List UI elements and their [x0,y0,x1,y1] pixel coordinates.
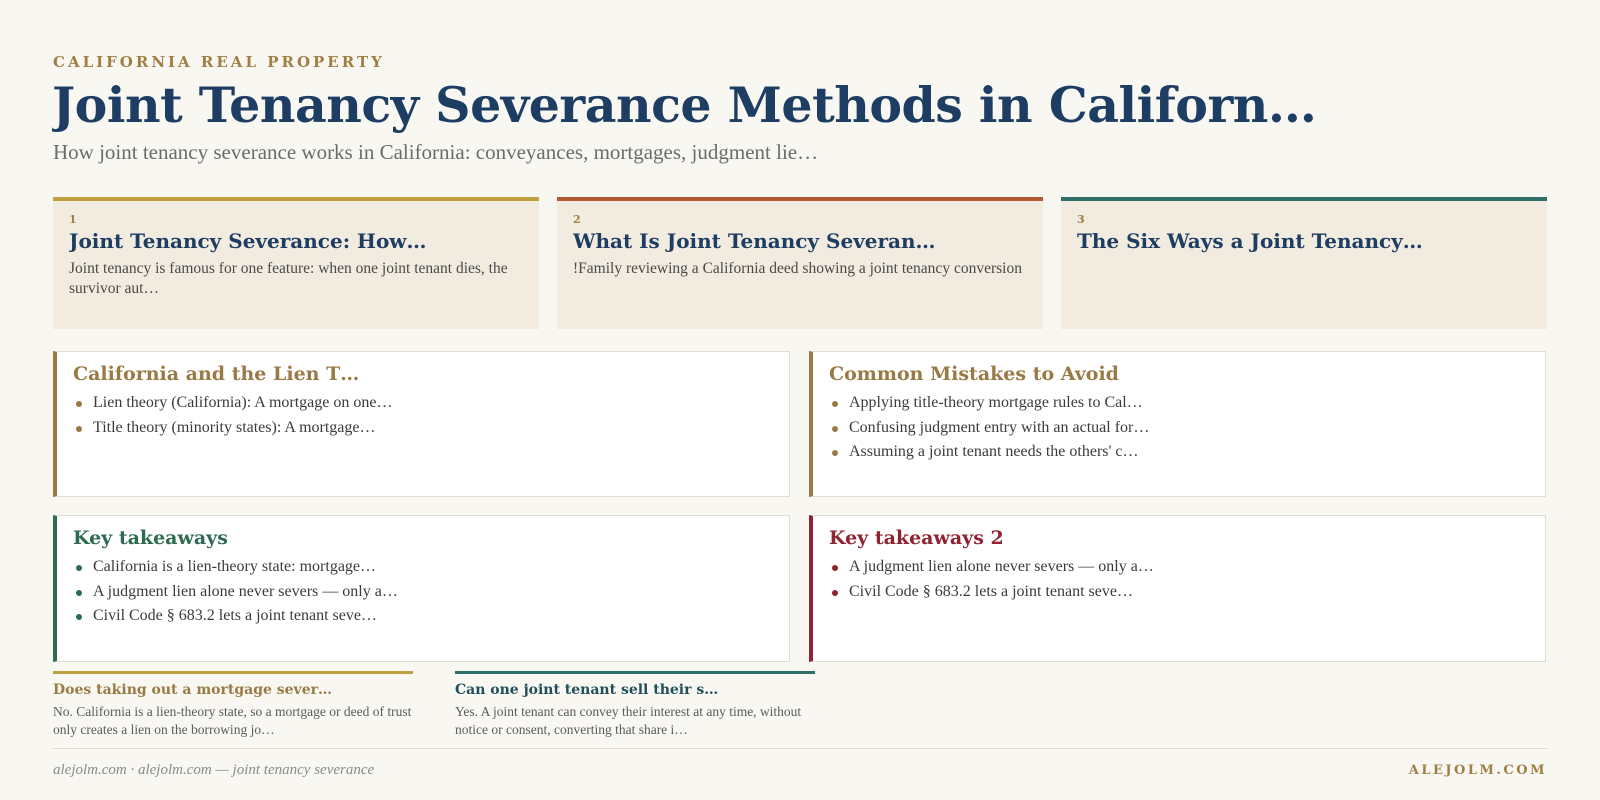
faq-answer: No. California is a lien-theory state, so a mortgage or deed of trust only creates a lien on the borrowing jo… [53,704,412,737]
footer-brand[interactable]: ALEJOLM.COM [1408,763,1547,778]
faq-question[interactable]: Does taking out a mortgage sever… [53,682,332,698]
panel-key-takeaways [53,515,790,662]
panel-lien-theory [53,351,790,497]
bullet-icon [832,590,838,596]
faq-item[interactable] [455,671,815,738]
list-item: Confusing judgment entry with an actual for… [829,416,1529,441]
list-item: Civil Code § 683.2 lets a joint tenant seve… [829,580,1529,605]
article-card[interactable] [557,197,1043,329]
article-card[interactable] [1061,197,1547,329]
faq-answer: Yes. A joint tenant can convey their interest at any time, without notice or consent, converting that share i… [455,704,802,737]
bullet-icon [76,590,82,596]
article-cards [53,197,1547,329]
list-item: Civil Code § 683.2 lets a joint tenant seve… [73,604,773,629]
eyebrow: CALIFORNIA REAL PROPERTY [53,53,385,71]
bullet-list [73,391,773,440]
card-number: 3 [1077,213,1085,226]
bullet-list [829,555,1529,604]
panel-title: Common Mistakes to Avoid [829,363,1119,385]
card-title[interactable]: The Six Ways a Joint Tenancy… [1077,229,1423,253]
card-excerpt: Joint tenancy is famous for one feature: when one joint tenant dies, the survivor aut… [69,260,508,297]
list-item: Assuming a joint tenant needs the others' c… [829,440,1529,465]
bullet-list [73,555,773,629]
card-number: 2 [573,213,581,226]
card-title[interactable]: What Is Joint Tenancy Severan… [573,229,936,253]
faq-item[interactable] [53,671,413,738]
bullet-icon [76,401,82,407]
footer-divider [53,748,1547,749]
bullet-icon [76,565,82,571]
panel-common-mistakes [809,351,1546,497]
card-excerpt: !Family reviewing a California deed showing a joint tenancy conversion [573,260,1022,277]
list-item: Lien theory (California): A mortgage on one… [73,391,773,416]
panel-key-takeaways-2 [809,515,1546,662]
article-card[interactable] [53,197,539,329]
card-number: 1 [69,213,77,226]
card-title[interactable]: Joint Tenancy Severance: How… [69,229,427,253]
panel-title: Key takeaways [73,527,228,549]
footer-credit: alejolm.com · alejolm.com — joint tenancy severance [53,762,375,778]
list-item: Title theory (minority states): A mortgage… [73,416,773,441]
list-item: A judgment lien alone never severs — only a… [73,580,773,605]
bullet-icon [832,426,838,432]
page-title: Joint Tenancy Severance Methods in Californ… [52,76,1317,134]
bullet-icon [832,401,838,407]
faq-question[interactable]: Can one joint tenant sell their s… [455,682,719,698]
page-subtitle: How joint tenancy severance works in California: conveyances, mortgages, judgment lie… [53,140,819,164]
bullet-icon [832,450,838,456]
panel-title: Key takeaways 2 [829,527,1004,549]
panel-title: California and the Lien T… [73,363,360,385]
bullet-icon [76,426,82,432]
list-item: A judgment lien alone never severs — only a… [829,555,1529,580]
bullet-icon [832,565,838,571]
list-item: California is a lien-theory state: mortgage… [73,555,773,580]
bullet-icon [76,614,82,620]
list-item: Applying title-theory mortgage rules to Cal… [829,391,1529,416]
bullet-list [829,391,1529,465]
